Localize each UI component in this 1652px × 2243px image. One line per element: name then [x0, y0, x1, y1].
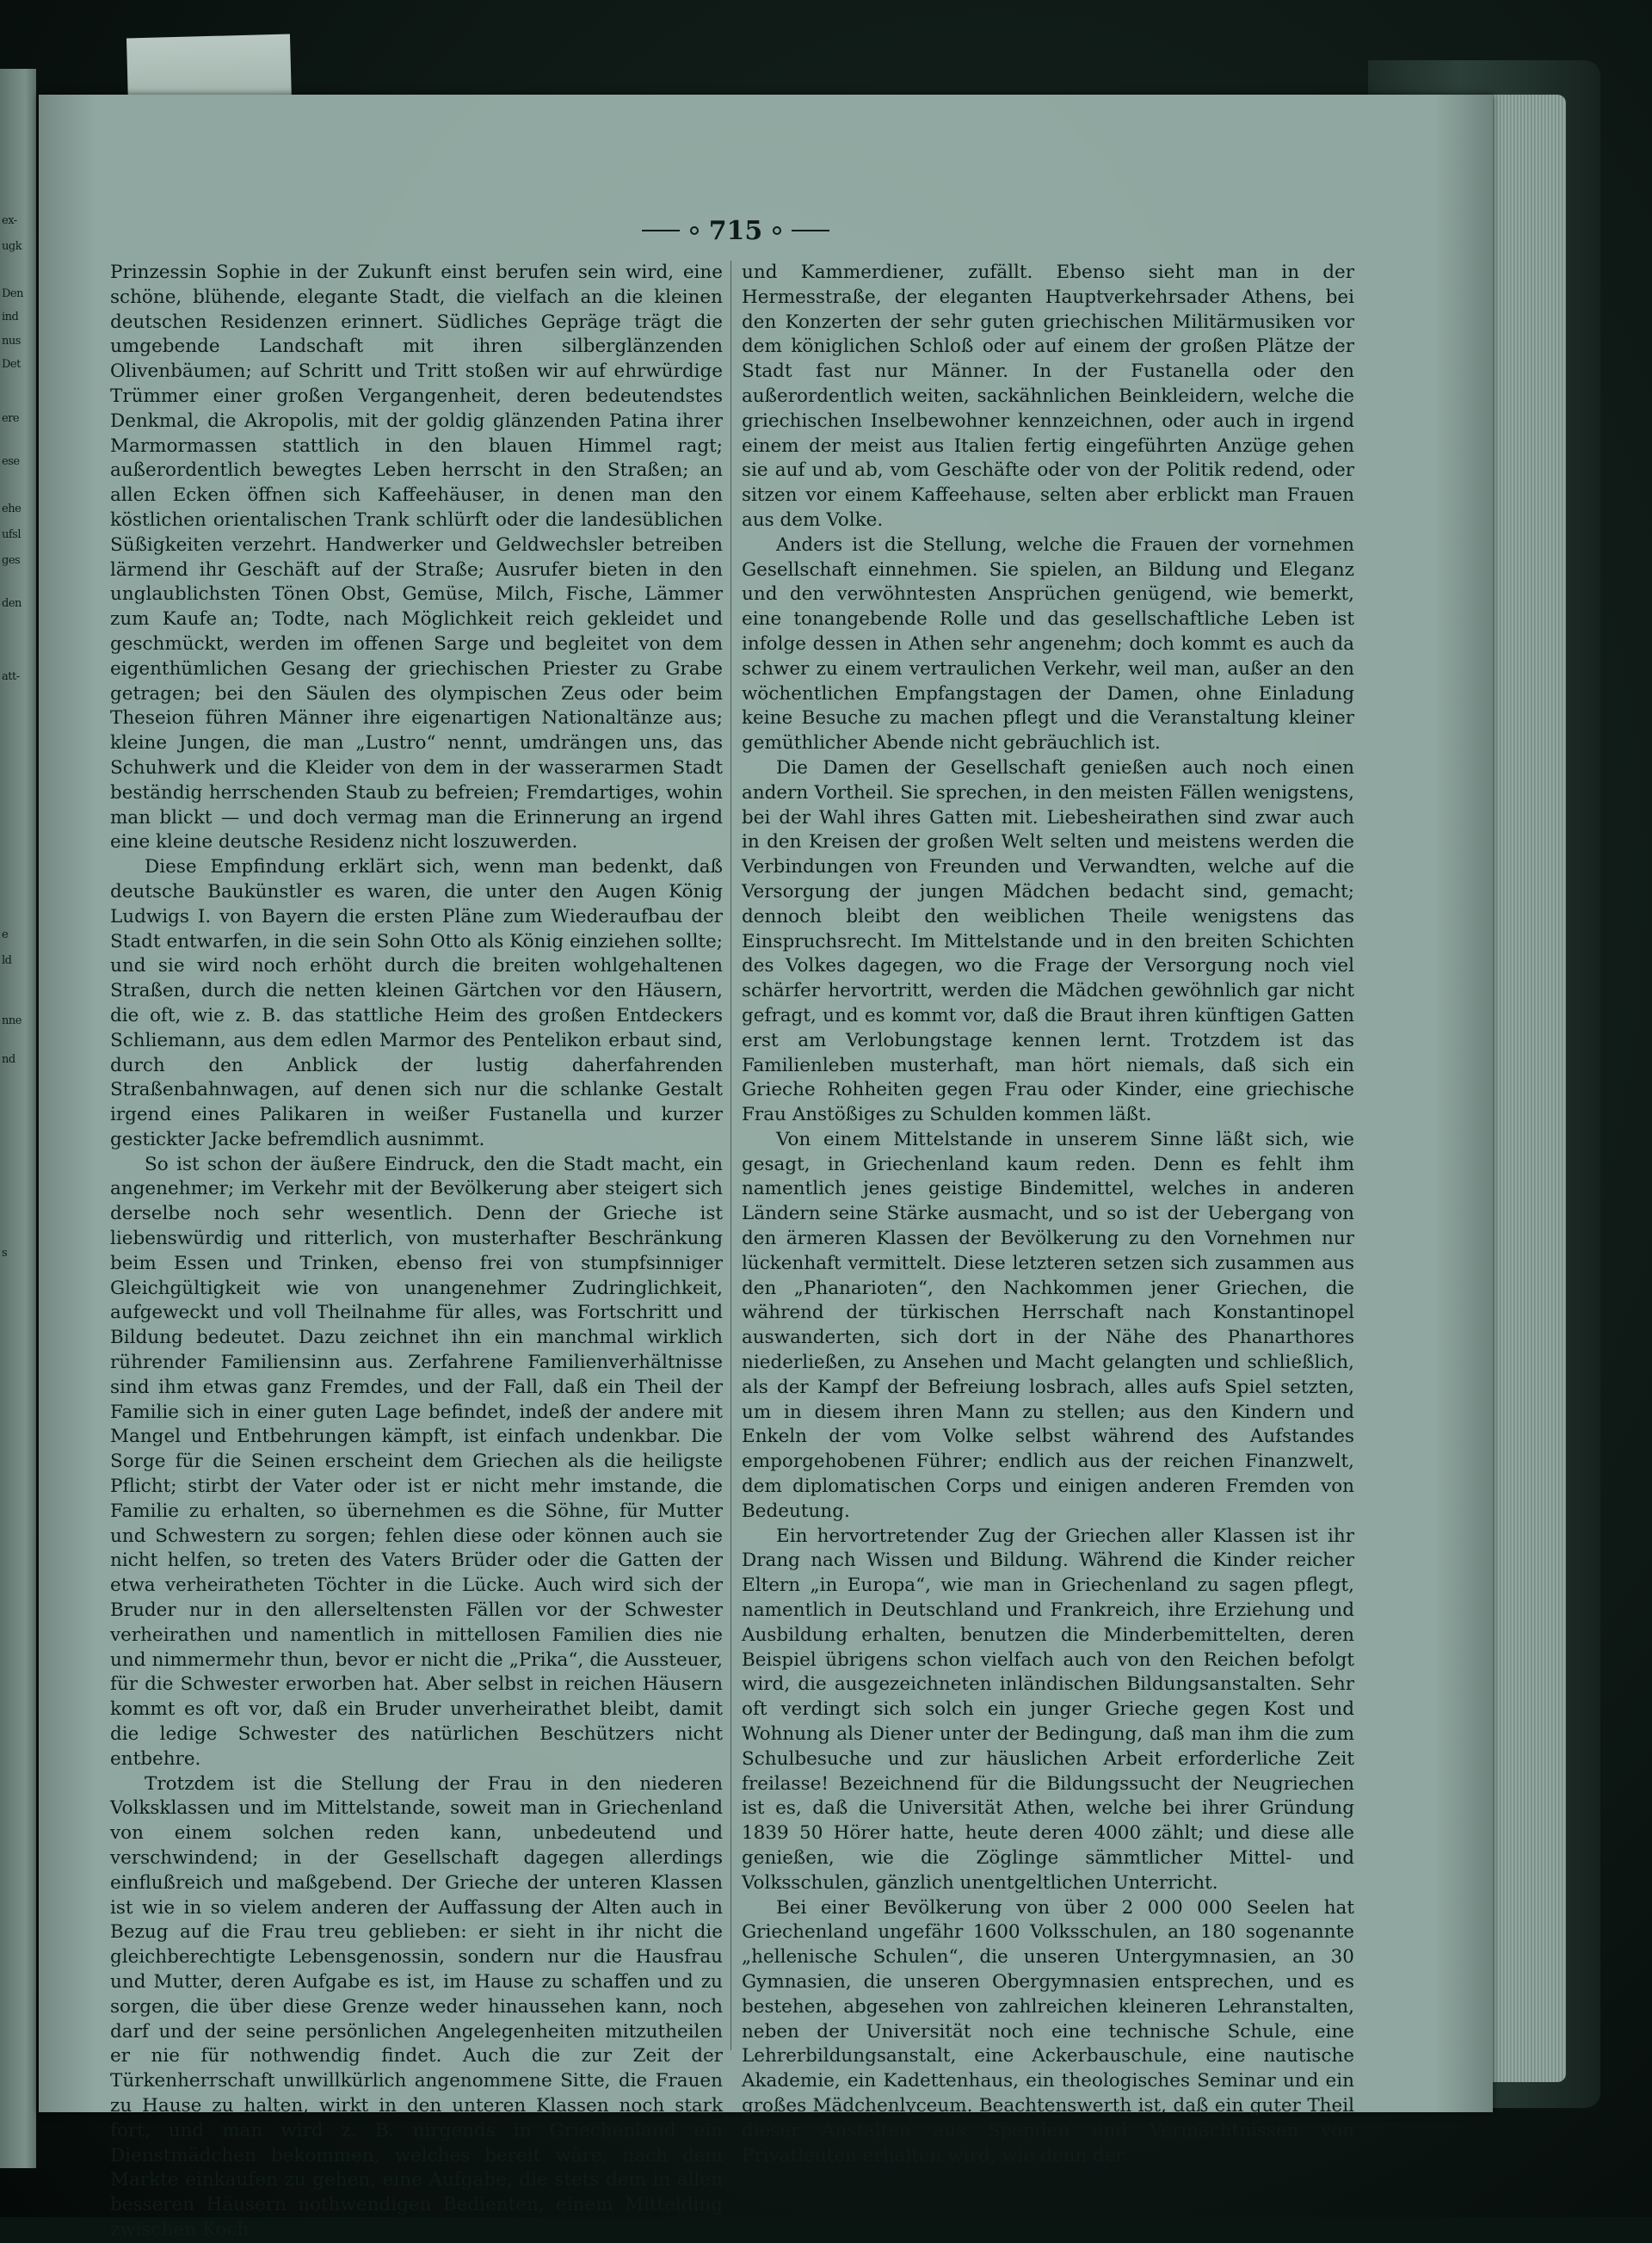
text-column-right: [742, 261, 1354, 2166]
paragraph: und Kammerdiener, zufällt. Ebenso sieht man in der Hermesstraße, der eleganten Hauptverkehrsader Athens, bei den Konzerten der sehr guten griechischen Militärmusiken vor dem königlichen Schloß oder auf einem der großen Plätze der Stadt fast nur Männer. In der Fustanella oder den außerordentlich weiten, sackähnlichen Beinkleidern, welche die griechischen Inselbewohner kennzeichnen, oder auch in irgend einem der meist aus Italien fertig eingeführten Anzüge gehen sie auf und ab, vom Geschäfte oder von der Politik redend, oder sitzen vor einem Kaffeehause, selten aber erblickt man Frauen aus dem Volke.: [742, 262, 1354, 531]
header-rule-right: [792, 230, 829, 231]
margin-fragment: ex-: [2, 214, 17, 227]
margin-fragment: ufsl: [2, 528, 22, 541]
paragraph: Die Damen der Gesellschaft genießen auch noch einen andern Vortheil. Sie sprechen, in den meisten Fällen wenigstens, bei der Wahl ihres Gatten mit. Liebesheirathen sind zwar auch in den Kreisen der großen Welt selten und meistens werden die Verbindungen von Freunden und Verwandten, welche auf die Versorgung der jungen Mädchen bedacht sind, gemacht; dennoch bleibt den weiblichen Theile wenigstens das Einspruchsrecht. Im Mittelstande und in den breiten Schichten des Volkes dagegen, wo die Frage der Versorgung noch viel schärfer hervortritt, werden die Mädchen gewöhnlich gar nicht gefragt, und es kommt vor, daß die Braut ihren künftigen Gatten erst am Verlobungstage kennen lernt. Trotzdem ist das Familienleben musterhaft, man hört niemals, daß sich ein Grieche Rohheiten gegen Frau oder Kinder, eine griechische Frau Anstößiges zu Schulden kommen läßt.: [742, 756, 1354, 1126]
margin-fragment: nus: [2, 335, 21, 348]
paragraph: Trotzdem ist die Stellung der Frau in den niederen Volksklassen und im Mittelstande, soweit man in Griechenland von einem solchen reden kann, unbedeutend und verschwindend; in der Gesellschaft dagegen allerdings einflußreich und maßgebend. Der Grieche der unteren Klassen ist wie in so vielem anderen der Auffassung der Alten auch in Bezug auf die Frau treu geblieben: er sieht in ihr nicht die gleichberechtigte Lebensgenossin, sondern nur die Hausfrau und Mutter, deren Aufgabe es ist, im Hause zu schaffen und zu sorgen, die über diese Grenze weder hinaussehen kann, noch darf und der seine persönlichen Angelegenheiten mitzutheilen er nie für nothwendig findet. Auch die zur Zeit der Türkenherrschaft unwillkürlich angenommene Sitte, die Frauen zu Hause zu halten, wirkt in den unteren Klassen noch stark fort, und man wird z. B. nirgends in Griechenland ein Dienstmädchen bekommen, welches bereit wäre, nach dem Markte einkaufen zu gehen, eine Aufgabe, die stets dem in allen besseren Häusern nothwendigen Bedienten, einem Mittelding zwischen Koch: [110, 1772, 723, 2240]
margin-fragment: ere: [2, 412, 20, 425]
previous-page-edge: [0, 69, 36, 2168]
margin-fragment: s: [2, 1247, 8, 1260]
margin-fragment: att-: [2, 670, 20, 683]
margin-fragment: Den: [2, 287, 23, 300]
margin-fragment: ges: [2, 554, 21, 567]
margin-fragment: ld: [2, 954, 12, 967]
margin-fragment: e: [2, 928, 9, 941]
paragraph: Ein hervortretender Zug der Griechen aller Klassen ist ihr Drang nach Wissen und Bildung. Während die Kinder reicher Eltern „in Europa“, wie man in Griechenland zu sagen pflegt, namentlich in Deutschland und Frankreich, ihre Erziehung und Ausbildung erhalten, benutzen die Minderbemittelten, deren Beispiel übrigens schon vielfach auch von den Reichen befolgt wird, die ausgezeichneten inländischen Bildungsanstalten. Sehr oft verdingt sich solch ein junger Grieche gegen Kost und Wohnung als Diener unter der Bedingung, daß man ihm die zum Schulbesuche und zur häuslichen Arbeit erforderliche Zeit freilasse! Bezeichnend für die Bildungssucht der Neugriechen ist es, daß die Universität Athen, welche bei ihrer Gründung 1839 50 Hörer hatte, heute deren 4000 zählt; und diese alle genießen, wie die Zöglinge sämmtlicher Mittel- und Volksschulen, gänzlich unentgeltlichen Unterricht.: [742, 1525, 1354, 1894]
paragraph: Bei einer Bevölkerung von über 2 000 000 Seelen hat Griechenland ungefähr 1600 Volksschulen, an 180 sogenannte „hellenische Schulen“, die unseren Untergymnasien, an 30 Gymnasien, die unseren Obergymnasien entsprechen, und es bestehen, abgesehen von zahlreichen kleineren Lehranstalten, neben der Universität noch eine technische Schule, eine Lehrerbildungsanstalt, eine Ackerbauschule, eine nautische Akademie, ein Kadettenhaus, ein theologisches Seminar und ein großes Mädchenlyceum. Beachtenswerth ist, daß ein guter Theil dieser Anstalten aus Spenden und Vermächtnissen von Privatleuten erhalten wird, wie denn der: [742, 1896, 1354, 2166]
header-ornament: [690, 226, 699, 235]
header-ornament: [773, 226, 781, 235]
page-header: [637, 213, 835, 248]
page-number: 715: [708, 215, 763, 246]
paragraph: Prinzessin Sophie in der Zukunft einst berufen sein wird, eine schöne, blühende, elegante Stadt, die vielfach an die kleinen deutschen Residenzen erinnert. Südliches Gepräge trägt die umgebende Landschaft mit ihren silberglänzenden Olivenbäumen; auf Schritt und Tritt stoßen wir auf ehrwürdige Trümmer einer großen Vergangenheit, deren bedeutendstes Denkmal, die Akropolis, mit der goldig glänzenden Patina ihrer Marmormassen stattlich in den blauen Himmel ragt; außerordentlich bewegtes Leben herrscht in den Straßen; an allen Ecken öffnen sich Kaffeehäuser, in denen man den köstlichen orientalischen Trank schlürft oder die landesüblichen Süßigkeiten verzehrt. Handwerker und Geldwechsler betreiben lärmend ihr Geschäft auf der Straße; Ausrufer bieten in den unglaublichsten Tönen Obst, Gemüse, Milch, Fische, Lämmer zum Kaufe an; Todte, nach Möglichkeit reich gekleidet und geschmückt, werden im offenen Sarge und begleitet von dem eigenthümlichen Gesang der griechischen Priester zu Grabe getragen; bei den Säulen des olympischen Zeus oder beim Theseion führen Männer ihre eigenartigen Nationaltänze aus; kleine Jungen, die man „Lustro“ nennt, umdrängen uns, das Schuhwerk und die Kleider von dem in der wasserarmen Stadt beständig herrschenden Staub zu befreien; Fremdartiges, wohin man blickt — und doch vermag man die Erinnerung an irgend eine kleine deutsche Residenz nicht loszuwerden.: [110, 262, 723, 853]
paragraph: Anders ist die Stellung, welche die Frauen der vornehmen Gesellschaft einnehmen. Sie spielen, an Bildung und Eleganz und den verwöhntesten Ansprüchen genügend, wie bemerkt, eine tonangebende Rolle und das gesellschaftliche Leben ist infolge dessen in Athen sehr angenehm; doch kommt es auch da schwer zu einem vertraulichen Verkehr, weil man, außer an den wöchentlichen Empfangstagen der Damen, ohne Einladung keine Besuche zu machen pflegt und die Veranstaltung kleiner gemüthlicher Abende nicht gebräuchlich ist.: [742, 533, 1354, 755]
margin-fragment: Det: [2, 358, 21, 371]
paragraph: So ist schon der äußere Eindruck, den die Stadt macht, ein angenehmer; im Verkehr mit der Bevölkerung aber steigert sich derselbe noch sehr wesentlich. Denn der Grieche ist liebenswürdig und ritterlich, von musterhafter Beschränkung beim Essen und Trinken, ebenso frei von stumpfsinniger Gleichgültigkeit wie von unangenehmer Zudringlichkeit, aufgeweckt und voll Theilnahme für alles, was Fortschritt und Bildung bedeutet. Dazu zeichnet ihn ein manchmal wirklich rührender Familiensinn aus. Zerfahrene Familienverhältnisse sind ihm etwas ganz Fremdes, und der Fall, daß ein Theil der Familie sich in einer guten Lage befindet, indeß der andere mit Mangel und Entbehrungen kämpft, ist einfach undenkbar. Die Sorge für die Seinen erscheint dem Griechen als die heiligste Pflicht; stirbt der Vater oder ist er nicht mehr imstande, die Familie zu erhalten, so übernehmen es die Söhne, für Mutter und Schwestern zu sorgen; fehlen diese oder können auch sie nicht helfen, so treten des Vaters Brüder oder die Gatten der etwa verheiratheten Töchter in die Lücke. Auch wird sich der Bruder nur in den allerseltensten Fällen vor der Schwester verheirathen und namentlich in mittellosen Familien dies nie und nimmermehr thun, bevor er nicht die „Prika“, die Aussteuer, für die Schwester erworben hat. Aber selbst in reichen Häusern kommt es oft vor, daß ein Bruder unverheirathet bleibt, damit die ledige Schwester des natürlichen Beschützers nicht entbehre.: [110, 1153, 723, 1770]
paragraph: Von einem Mittelstande in unserem Sinne läßt sich, wie gesagt, in Griechenland kaum reden. Denn es fehlt ihm namentlich jenes geistige Bindemittel, welches in anderen Ländern seine Stärke ausmacht, und so ist der Uebergang von den ärmeren Klassen der Bevölkerung zu den Vornehmen nur lückenhaft vermittelt. Diese letzteren setzen sich zusammen aus den „Phanarioten“, den Nachkommen jener Griechen, die während der türkischen Herrschaft nach Konstantinopel auswanderten, sich dort in der Nähe des Phanarthores niederließen, zu Ansehen und Macht gelangten und schließlich, als der Kampf der Befreiung losbrach, alles aufs Spiel setzten, um in diesem ihren Mann zu stellen; aus den Kindern und Enkeln der vom Volke selbst während des Aufstandes emporgehobenen Führer; endlich aus der reichen Finanzwelt, dem diplomatischen Corps und einigen anderen Fremden von Bedeutung.: [742, 1128, 1354, 1522]
margin-fragment: nd: [2, 1053, 15, 1066]
margin-fragment: den: [2, 597, 22, 610]
header-rule-left: [642, 230, 680, 231]
margin-fragment: ugk: [2, 240, 22, 253]
column-divider: [730, 261, 731, 2050]
text-column-left: [110, 261, 723, 2240]
margin-fragment: ind: [2, 311, 19, 324]
paragraph: Diese Empfindung erklärt sich, wenn man bedenkt, daß deutsche Baukünstler es waren, die unter den Augen König Ludwigs I. von Bayern die ersten Pläne zum Wiederaufbau der Stadt entwarfen, in die sein Sohn Otto als König einziehen sollte; und sie wird noch erhöht durch die breiten wohlgehaltenen Straßen, durch die netten kleinen Gärtchen vor den Häusern, die oft, wie z. B. das stattliche Heim des großen Entdeckers Schliemann, aus dem edlen Marmor des Pentelikon erbaut sind, durch den Anblick der lustig daherfahrenden Straßenbahnwagen, auf denen sich nur die schlanke Gestalt irgend eines Palikaren in weißer Fustanella und kurzer gestickter Jacke befremdlich ausnimmt.: [110, 856, 723, 1150]
margin-fragment: ese: [2, 455, 20, 468]
margin-fragment: nne: [2, 1014, 22, 1027]
margin-fragment: ehe: [2, 502, 22, 515]
